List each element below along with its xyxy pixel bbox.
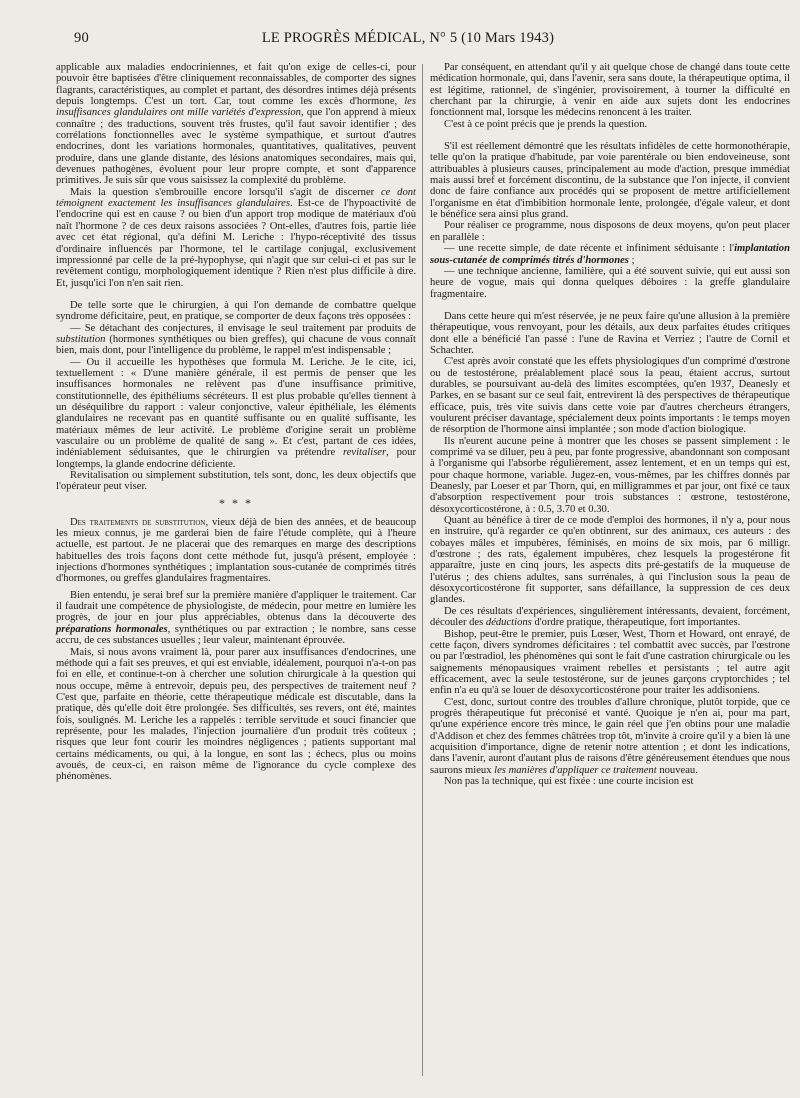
text-run: — Ou il accueille les hypothèses que formula M. Leriche. Je le cite, ici, textuellement : « D'une manière générale, il est permis de penser que les insuffisances hormonales ne relèvent pas d'une insuffisance primitive, constitutionnelle, des épithéliums sécréteurs. Il est plus probable qu'elles tiennent à un déséquilibre du rapport : valeur conjonctive, valeur épithéliale, les éléments glandulaires ne recevant pas en quantité suffisante ou en qualité suffisante, les matériaux mêmes de leur activité. Le problème d'origine serait un problème vasculaire ou un problème de qualité de sang ». Et c'est, partant de ces idées, indéniablement séduisantes, que le chirurgien va prétendre	[56, 356, 416, 459]
text-run: — Se détachant des conjectures, il envisage le seul traitement par produits de	[70, 322, 416, 334]
text-run: , synthétiques ou par extraction ; le nombre, sans cesse accru, de ces substances usuelles ; leur valeur, maintenant éprouvée.	[56, 623, 416, 647]
paragraph	[56, 590, 416, 647]
paragraph: — une technique ancienne, familière, qui a été souvent suivie, qui eut aussi son heure de vogue, mais qui donna quelques déboires : la greffe glandulaire fragmentaire.	[430, 265, 790, 300]
paragraph: Dans cette heure qui m'est réservée, je ne peux faire qu'une allusion à la première thérapeutique, vous renvoyant, pour les détails, aux deux parfaites études critiques dont elle a bénéficié l'an passé : l'une de Ravina et Verriez ; l'autre de Cornil et Schachter.	[430, 310, 790, 356]
paragraph	[430, 606, 790, 629]
text-run: De ces résultats d'expériences, singulièrement intéressants, devaient, forcément, découler des	[430, 605, 790, 629]
paragraph	[56, 323, 416, 357]
paragraph	[56, 187, 416, 289]
italic-run: substitution	[56, 333, 106, 345]
paragraph	[430, 243, 790, 266]
paragraph	[56, 357, 416, 470]
text-run: ;	[628, 254, 635, 266]
italic-run: revitaliser	[342, 447, 387, 459]
paragraph: Quant au bénéfice à tirer de ce mode d'emploi des hormones, il n'y a, pour nous en instruire, qu'à regarder ce qu'en obtinrent, sur des animaux, ces auteurs : des cobayes mâles et impubères, féminisés, en moins de six mois, par 6 milligr. d'œstrone ; des rats, également impubères, chez lesquels la progestérone fit apparaître, juste en cinq jours, les aspects dits pré-gestatifs de la muqueuse de l'utérus ; des chiens adultes, sans surrénales, à qui l'inclusion sous la peau de désoxycorticostérone fit supporter, sans défaillance, la suppression de ces deux glandes.	[430, 515, 790, 606]
page-header	[56, 30, 760, 50]
small-caps-run: Des traitements de substitution	[70, 516, 206, 528]
paragraph: C'est à ce point précis que je prends la question.	[444, 118, 648, 130]
text-run: C'est, donc, surtout contre des troubles d'allure chronique, plutôt torpide, que ce progrès thérapeutique fut préconisé et vanté. Quoique je n'en ai, pour ma part, qu'une expérience encore très mince, le gain réel que j'en obtins pour une maladie d'Addison et chez des femmes châtrées trop tôt, m'invite à croire qu'il y a bien là une acquisition d'importance, digne de retenir notre attention ; et dont les indications, dans l'avenir, auront d'autant plus de raisons d'être généreusement étendues que nous saurons mieux	[430, 696, 790, 776]
column-rule	[422, 64, 423, 1076]
article-body	[56, 62, 792, 1092]
paragraph: De telle sorte que le chirurgien, à qui l'on demande de combattre quelque syndrome déficitaire, peut, en pratique, se comporter de deux façons très opposées :	[56, 299, 416, 323]
italic-run: ce dont témoignent exactement les insuffisances glandulaires	[56, 186, 416, 210]
italic-run: les manières d'appliquer ce traitement	[494, 764, 657, 776]
text-run: nouveau.	[656, 764, 698, 776]
text-run: , pour longtemps, la glande endocrine déficiente.	[56, 447, 416, 470]
text-run: d'ordre pratique, thérapeutique, fort importantes.	[531, 617, 741, 629]
text-run: , vieux déjà de bien des années, et de beaucoup les mieux connus, je me garderai bien de faire l'étude complète, qui à l'heure actuelle, est partout. Je ne placerai que des remarques en marge des descriptions habituelles des trois façons dont cette méthode fut, jusqu'à présent, employée : injections d'hormones synthétiques ; implantation sous-cutanée de comprimés titrés d'hormones, ou greffes glandulaires fragmentaires.	[56, 516, 416, 585]
bold-italic-run: implantation sous-cutanée de comprimés titrés d'hormones	[430, 243, 790, 266]
text-run: Mais la question s'embrouille encore lorsqu'il s'agit de discerner	[70, 186, 381, 198]
paragraph: Non pas la technique, qui est fixée : une courte incision est	[444, 775, 694, 787]
paragraph: Mais, si nous avons vraiment là, pour parer aux insuffisances d'endocrines, une méthode qui a fait ses preuves, et qui est enviable, idéalement, pourquoi n'a-t-on pas foi en elle, et continue-t-on à chercher une solution chirurgicale à la question qui nous occupe, même à entrevoir, depuis peu, des perspectives de traitement neuf ? C'est que, parfaite en théorie, cette thérapeutique médicale est discutable, dans la pratique, dès qu'elle doit être prolongée. Ses difficultés, ses revers, ont été, maintes fois, soulignés. M. Leriche les a rappelés : terrible servitude et souci financier que représente, pour les malades, l'injection journalière d'un produit très coûteux ; risques que leur font courir les moindres négligences ; patients supportant mal certains médicaments, ou qui, à la longue, en sont las ; échecs, plus ou moins avoués, de ceux-ci, en raison même de l'ignorance du cycle complexe des phénomènes.	[56, 646, 416, 783]
text-run: (hormones synthétiques ou bien greffes), qui chacune de vous connaît bien, mais dont, pour l'intelligence du problème, le rappel m'est indispensable ;	[56, 333, 416, 357]
text-run: applicable aux maladies endocriniennes, et fait qu'on exige de celles-ci, pour pouvoir être baptisées d'être cliniquement reconnaissables, de comporter des signes flagrants, caractéristiques, au complet et partant, des désordres intimes déjà présents depuis longtemps. C'est un tort. Car, tout comme les excès d'hormone,	[56, 62, 416, 108]
paragraph: S'il est réellement démontré que les résultats infidèles de cette hormonothérapie, telle qu'on la pratique d'habitude, par voie parentérale ou bien endoveineuse, sont attribuables à plusieurs causes, principalement au mode d'action, presque immédiat mais aussi bref et forcément discontinu, de la substance que l'on injecte, il convient donc de faire confiance aux procédés qui se proposent de mettre artificiellement l'organisme en état d'imbibition hormonale lente, prolongée, d'égale valeur, et dont le bénéfice sera ainsi plus grand.	[430, 141, 790, 221]
paragraph: Bishop, peut-être le premier, puis Lœser, West, Thorn et Howard, ont enrayé, de cette façon, divers syndromes déficitaires : tel combattit avec succès, par l'œstrone ou par l'œstradiol, les phénomènes qui sont le fait d'une castration chirurgicale ou les saignements ménopausiques vraiment rebelles et persistants ; tel autre agit efficacement, avec la seule testostérone, sur de jeunes garçons cryptorchides ; tel enfin n'a eu qu'à se louer de désoxycorticostérone pour traiter les addisoniens.	[430, 628, 790, 697]
paragraph: Par conséquent, en attendant qu'il y ait quelque chose de changé dans toute cette médication hormonale, qui, dans l'avenir, sera sans doute, la thérapeutique optima, il est légitime, rationnel, de s'ingénier, provisoirement, à tourner la difficulté en cherchant par la chirurgie, à venir en aide aux sujets dont les endocrines fonctionnent mal, lorsque les médecins renoncent à les traiter.	[430, 62, 790, 119]
paragraph: C'est après avoir constaté que les effets physiologiques d'un comprimé d'œstrone ou de testostérone, préalablement placé sous la peau, étaient accrus, surtout durables, se poursuivant au-delà des limites escomptées, qu'en 1937, Deanesly et Parkes, en se basant sur ce seul fait, entrevirent là des perspectives de thérapeutique efficace, puis, très vite suivis dans cette voie par d'autres chercheurs étrangers, voulurent préciser davantage, spécialement deux points importants : le temps moyen de résorption de l'hormone ainsi implantée ; son mode d'action biologique.	[430, 356, 790, 436]
paragraph: Pour réaliser ce programme, nous disposons de deux moyens, qu'on peut placer en parallèle :	[430, 220, 790, 243]
paragraph	[56, 62, 416, 187]
text-run: . Est-ce de l'hypoactivité de l'endocrine qui est en cause ? ou bien d'un apport trop modique de matériaux d'où naît l'hormone ? de ces deux raisons associées ? Ont-elles, d'autres fois, partie liée avec cet état régional, qu'a défini M. Leriche : l'hypo-réceptivité des tissus d'ordinaire influencés par l'hormone, tel le cartilage conjugal, exclusivement impressionné par celle de la pré-hypophyse, qui n'agit que sur celui-ci et pas sur le revêtement contigu, morphologiquement identique ? Rien n'est plus difficile à dire. Et, jusqu'ici l'on n'en sait rien.	[56, 198, 416, 289]
paragraph	[430, 697, 790, 776]
italic-run: les insuffisances glandulaires ont mille variétés d'expression	[56, 96, 416, 119]
paragraph: Ils n'eurent aucune peine à montrer que les choses se passent simplement : le comprimé va se diluer, peu à peu, par fonte progressive, abandonnant son composant à l'organisme qui l'absorbe régulièrement, assez lentement, et en un temps qui est, pour chaque hormone, variable. Jugez-en, vous-mêmes, par les chiffres donnés par Deanesly, par Loeser et par Thorn, qui, en milligrammes et par jour, ont fixé ce taux d'absorption respectivement pour trois substances : œstrone, testostérone, désoxycorticostérone, à : 0.5, 3.70 et 0.30.	[430, 435, 790, 515]
page-number: 90	[74, 30, 89, 46]
right-column	[430, 62, 790, 787]
italic-run: déductions	[485, 617, 532, 629]
text-run: , que l'on apprend à mieux connaître ; des traductions, souvent très frustes, qu'il faut savoir identifier ; des corrélations fonctionnelles avec le système sympathique, et surtout d'autres endocrines, dont les variations hormonales, quantitatives, qualitatives, peuvent produire, dans une glande distante, des lésions anatomiques secondaires, mais qui, devenues pathogènes, évoluent pour leur propre compte, et sont d'apparence primitives. Je suis sûr que vous saisissez la complexité du problème.	[56, 107, 416, 187]
text-run: Bien entendu, je serai bref sur la première manière d'appliquer le traitement. Car il faudrait une compétence de physiologiste, de médecin, pour mettre en lumière les progrès, de jour en jour plus appréciables, obtenus dans la découverte des	[56, 589, 416, 624]
bold-italic-run: préparations hormonales	[56, 623, 168, 635]
text-run: — une recette simple, de date récente et infiniment séduisante : l'	[444, 243, 735, 255]
running-head: LE PROGRÈS MÉDICAL, N° 5 (10 Mars 1943)	[261, 30, 555, 46]
paragraph: Revitalisation ou simplement substitution, tels sont, donc, les deux objectifs que l'opérateur peut viser.	[56, 470, 416, 493]
section-separator: * * *	[219, 495, 253, 510]
paragraph	[56, 517, 416, 585]
left-column	[56, 62, 416, 783]
